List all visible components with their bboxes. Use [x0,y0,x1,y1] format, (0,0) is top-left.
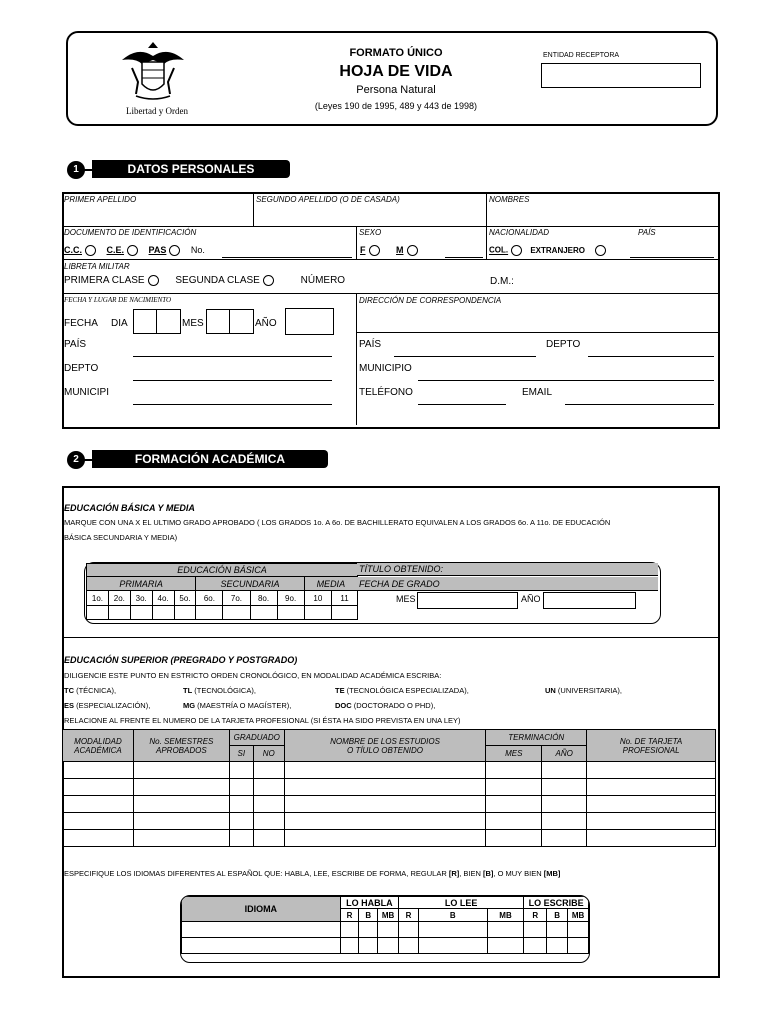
lang-b: [B] [483,869,494,878]
country-label: PAÍS [638,228,656,237]
th-completion: TERMINACIÓN [486,730,587,746]
mod-mg [183,701,291,710]
row-divider [62,259,718,260]
nationality-label: NACIONALIDAD [489,228,550,237]
ce-radio[interactable] [127,245,138,256]
address-depto-label: DEPTO [546,339,581,350]
grad-month-label: MES [396,594,416,604]
basic-edu-title: EDUCACIÓN BÁSICA Y MEDIA [64,503,195,513]
grade-5[interactable]: 5o. [174,591,196,606]
foreign-label: EXTRANJERO [530,245,586,255]
first-surname-label: PRIMER APELLIDO [64,195,137,204]
grad-year-label: AÑO [521,594,541,604]
grade-8[interactable]: 8o. [250,591,277,606]
th-month: MES [486,746,542,762]
entity-input[interactable] [541,63,701,88]
th-language: IDIOMA [182,897,341,922]
sex-label: SEXO [359,228,382,237]
un-desc: (UNIVERSITARIA), [555,686,622,695]
es-desc: (ESPECIALIZACIÓN), [74,701,151,710]
col-divider [356,293,357,425]
grad-month-input[interactable] [417,592,518,609]
first-class-radio[interactable] [148,275,159,286]
address-country-line[interactable] [394,356,536,357]
grade-3[interactable]: 3o. [130,591,152,606]
cc-radio[interactable] [85,245,96,256]
mod-tc [64,686,116,695]
tc-desc: (TÉCNICA), [74,686,117,695]
address-municipio-line[interactable] [418,380,714,381]
country-line[interactable] [630,257,714,258]
month-label: MES [182,318,204,329]
table-row[interactable] [182,922,589,938]
lang-mid: , BIEN [459,869,484,878]
email-line[interactable] [565,404,714,405]
row-divider [62,293,718,294]
col-label: COL. [489,245,509,255]
second-class-radio[interactable] [263,275,274,286]
grade-9[interactable]: 9o. [277,591,304,606]
mg-code: MG [183,701,196,710]
day-split [156,309,157,333]
id-doc-label: DOCUMENTO DE IDENTIFICACIÓN [64,228,197,237]
motto: Libertad y Orden [126,106,188,116]
th-write-r: R [524,909,547,922]
female-label: F [360,245,366,255]
basic-edu-instr1: MARQUE CON UNA X EL ULTIMO GRADO APROBADO ( LOS GRADOS 1o. A 6o. DE BACHILLERATO EQUIVALEN A LOS GRADOS 6o. A 11o. DE EDUCACIÓN [64,518,611,527]
section-divider [62,637,718,638]
grad-date-label: FECHA DE GRADO [357,577,658,591]
mod-un [545,686,622,695]
te-desc: (TECNOLÓGICA ESPECIALIZADA), [344,686,469,695]
th-writes: LO ESCRIBE [524,897,589,909]
sex-group [360,245,418,256]
languages-box [180,895,590,963]
th-modality: MODALIDAD ACADÉMICA [63,730,134,762]
th-write-b: B [547,909,568,922]
phone-line[interactable] [418,404,506,405]
date-label: FECHA [64,318,98,329]
edu-basic-header: EDUCACIÓN BÁSICA [87,564,358,577]
th-write-mb: MB [568,909,589,922]
page-title: HOJA DE VIDA [339,63,453,80]
first-class-label: PRIMERA CLASE [64,275,145,287]
higher-edu-title: EDUCACIÓN SUPERIOR (PREGRADO Y POSTGRADO) [64,655,298,665]
mod-es [64,701,150,710]
grade-2[interactable]: 2o. [108,591,130,606]
table-row[interactable] [63,830,716,847]
day-input[interactable] [133,309,181,334]
mod-tl [183,686,256,695]
format-label: FORMATO ÚNICO [349,47,443,59]
mg-desc: (MAESTRÍA O MAGÍSTER), [195,701,292,710]
birth-municipio-line[interactable] [133,404,332,405]
pas-label: PAS [148,245,167,255]
table-row[interactable] [182,938,589,954]
military-label: LIBRETA MILITAR [64,262,130,271]
military-group [64,275,345,286]
month-split [229,309,230,333]
th-yes: SI [229,746,253,762]
sex-line [445,257,483,258]
col-divider [486,192,487,259]
basic-edu-table [86,563,358,620]
th-graduated: GRADUADO [229,730,284,746]
male-radio[interactable] [407,245,418,256]
lang-mid2: , O MUY BIEN [493,869,544,878]
th-card: No. DE TARJETA PROFESIONAL [587,730,716,762]
ce-label: C.E. [106,245,125,255]
entity-label: ENTIDAD RECEPTORA [543,52,620,59]
grade-11[interactable]: 11 [332,591,358,606]
th-read-r: R [399,909,419,922]
tl-code: TL [183,686,193,695]
address-country-label: PAÍS [359,339,382,350]
basic-edu-instr2: BÁSICA SECUNDARIA Y MEDIA) [64,533,178,542]
id-type-group [64,245,205,256]
higher-edu-instr: DILIGENCIE ESTE PUNTO EN ESTRICTO ORDEN CRONOLÓGICO, EN MODALIDAD ACADÉMICA ESCRIBA: [64,671,442,680]
table-row[interactable] [63,813,716,830]
birth-country-line[interactable] [133,356,332,357]
section1-number: 1 [67,161,85,179]
id-number-label: No. [190,245,205,255]
email-label: EMAIL [522,387,553,398]
page-subtitle: Persona Natural [356,84,436,96]
doc-desc: (DOCTORADO O PHD), [351,701,436,710]
te-code: TE [335,686,345,695]
month-input[interactable] [206,309,254,334]
grade-10[interactable]: 10 [304,591,331,606]
day-label: DIA [111,318,128,329]
grade-7[interactable]: 7o. [223,591,250,606]
names-label: NOMBRES [489,195,530,204]
address-label: DIRECCIÓN DE CORRESPONDENCIA [359,296,502,305]
secundaria-header: SECUNDARIA [196,577,304,591]
grade-4[interactable]: 4o. [152,591,174,606]
address-municipio-label: MUNICIPIO [359,363,412,374]
th-study-name: NOMBRE DE LOS ESTUDIOS O TÍULO OBTENIDO [284,730,486,762]
address-field[interactable] [359,306,714,330]
phone-label: TELÉFONO [359,387,413,398]
names-field[interactable] [489,205,715,225]
th-year: AÑO [542,746,587,762]
col-divider [253,192,254,226]
pas-radio[interactable] [169,245,180,256]
relate-instr: RELACIONE AL FRENTE EL NUMERO DE LA TARJETA PROFESIONAL (SI ÉSTA HA SIDO PREVISTA EN UNA LEY) [64,716,461,725]
section1-title: DATOS PERSONALES [92,160,290,178]
th-speak-mb: MB [378,909,399,922]
lang-instr-text: ESPECIFIQUE LOS IDIOMAS DIFERENTES AL ESPAÑOL QUE: HABLA, LEE, ESCRIBE DE FORMA, REGULAR [64,869,449,878]
th-reads: LO LEE [399,897,524,909]
grade-6[interactable]: 6o. [196,591,223,606]
address-depto-line[interactable] [588,356,714,357]
doc-code: DOC [335,701,352,710]
es-code: ES [64,701,75,710]
row-divider [62,226,718,227]
foreign-radio[interactable] [595,245,606,256]
row-divider [356,332,718,333]
section2-number: 2 [67,451,85,469]
coat-of-arms-icon [118,38,188,104]
dm-label: D.M.: [490,276,514,287]
military-number-label: NÚMERO [300,275,346,287]
birth-depto-label: DEPTO [64,363,99,374]
th-read-b: B [418,909,487,922]
first-surname-field[interactable] [64,205,250,225]
mod-doc [335,701,435,710]
un-code: UN [545,686,556,695]
th-semesters: No. SEMESTRES APROBADOS [133,730,229,762]
birth-depto-line[interactable] [133,380,332,381]
th-no: NO [253,746,284,762]
th-speaks: LO HABLA [340,897,398,909]
cc-label: C.C. [64,245,82,255]
year-input[interactable] [285,308,334,335]
second-surname-label: SEGUNDO APELLIDO (O DE CASADA) [256,195,400,204]
birth-municipio-label: MUNICIPI [64,387,109,398]
higher-edu-table [62,729,716,847]
nationality-group [489,245,606,256]
primaria-header: PRIMARIA [87,577,196,591]
lang-instr [64,869,560,878]
media-header: MEDIA [304,577,357,591]
section2-title: FORMACIÓN ACADÉMICA [92,450,328,468]
col-divider [356,226,357,259]
languages-table [181,896,589,954]
laws-text: (Leyes 190 de 1995, 489 y 443 de 1998) [314,101,478,111]
id-number-line[interactable] [222,257,352,258]
table-row[interactable] [63,779,716,796]
lang-mb: [MB] [543,869,561,878]
degree-label: TÍTULO OBTENIDO: [357,563,658,576]
year-label: AÑO [255,318,277,329]
table-row[interactable] [63,796,716,813]
grad-year-input[interactable] [543,592,636,609]
birth-label: FECHA Y LUGAR DE NACIMIENTO [64,296,172,304]
female-radio[interactable] [369,245,380,256]
second-surname-field[interactable] [256,205,484,225]
tc-code: TC [64,686,74,695]
th-speak-r: R [340,909,359,922]
table-row[interactable] [63,762,716,779]
col-radio[interactable] [511,245,522,256]
male-label: M [396,245,404,255]
second-class-label: SEGUNDA CLASE [175,275,260,287]
lang-r: [R] [448,869,460,878]
birth-country-label: PAÍS [64,339,87,350]
grade-1[interactable]: 1o. [87,591,109,606]
tl-desc: (TECNOLÓGICA), [192,686,256,695]
mod-te [335,686,469,695]
th-read-mb: MB [487,909,524,922]
th-speak-b: B [359,909,378,922]
